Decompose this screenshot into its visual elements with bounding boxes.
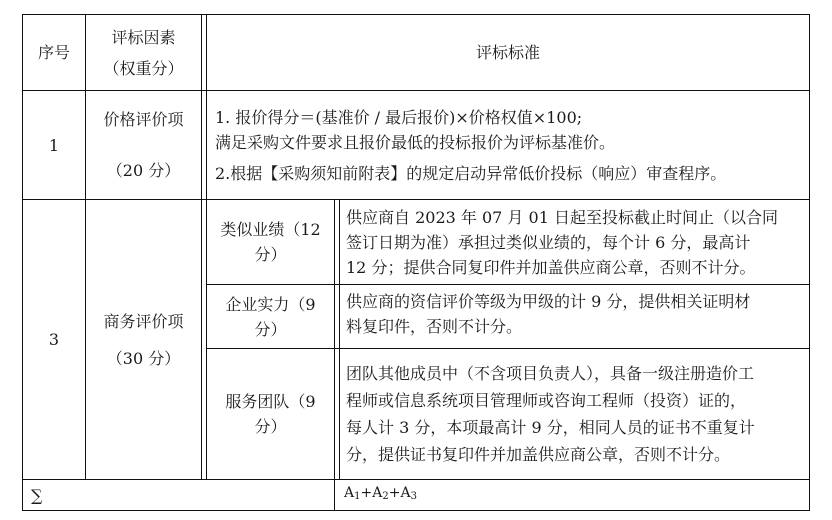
subitem-name-enterprise-strength [207, 285, 334, 348]
subitem-desc-similar-performance [340, 200, 809, 284]
subitem-desc-line: 供应商自 2023 年 07 月 01 日起至投标截止时间止（以合同 [346, 207, 778, 227]
subitem-desc-line: 料复印件，否则不计分。 [346, 317, 523, 336]
row1-standard-line: 1. 报价得分＝(基准价 / 最后报价)×价格权值×100; [215, 107, 583, 127]
sum-formula-cell [340, 480, 809, 510]
subitem-desc-line: 团队其他成员中（不含项目负责人），具备一级注册造价工 [346, 364, 755, 383]
header-standard-label: 评标标准 [475, 43, 540, 62]
subitem-name-similar-performance [207, 200, 334, 284]
subitem-name-line: 企业实力（9 [225, 294, 316, 314]
header-factor [86, 15, 201, 90]
subitem-name-line: 服务团队（9 [225, 392, 316, 411]
header-weight-label: （权重分） [103, 58, 184, 78]
table-border-bottom [22, 510, 810, 511]
col-divider [201, 14, 202, 200]
col-divider [201, 199, 202, 480]
subitem-desc-line: 签订日期为准）承担过类似业绩的，每个计 6 分，最高计 [346, 232, 751, 252]
subitem-desc-line: 12 分；提供合同复印件并加盖供应商公章，否则不计分。 [346, 257, 756, 277]
subitem-desc-service-team [340, 349, 809, 479]
row3-factor-name: 商务评价项 [103, 311, 184, 331]
row1-standard-line: 2.根据【采购须知前附表】的规定启动异常低价投标（响应）审查程序。 [215, 163, 727, 183]
subitem-name-line: 分） [254, 417, 287, 436]
subitem-desc-line: 每人计 3 分，本项最高计 9 分，相同人员的证书不重复计 [346, 418, 755, 437]
sum-symbol-cell [23, 480, 334, 510]
row1-index [23, 91, 85, 199]
subitem-desc-enterprise-strength [340, 285, 809, 348]
sum-formula: $A_1+A_2+A_3$ [344, 485, 417, 502]
subitem-name-line: 分） [254, 245, 287, 264]
header-index-label: 序号 [37, 43, 70, 62]
table-border-right [809, 14, 810, 511]
row1-standard [207, 91, 809, 199]
row3-factor [86, 200, 201, 479]
header-index [23, 15, 85, 90]
header-standard [207, 15, 809, 90]
row1-factor-weight: （20 分） [106, 161, 181, 180]
row1-factor-name: 价格评价项 [103, 110, 184, 129]
sum-symbol: ∑ [31, 485, 43, 505]
row3-index [23, 200, 85, 479]
subitem-name-line: 分） [254, 319, 287, 339]
col-divider [334, 199, 335, 480]
subitem-name-line: 类似业绩（12 [220, 220, 321, 239]
subitem-desc-line: 分，提供证书复印件并加盖供应商公章，否则不计分。 [346, 445, 731, 464]
subitem-name-service-team [207, 349, 334, 479]
subitem-desc-line: 程师或信息系统项目管理师或咨询工程师（投资）证的， [346, 391, 747, 410]
header-factor-label: 评标因素 [111, 27, 176, 47]
col-divider [334, 479, 335, 511]
row3-factor-weight: （30 分） [106, 348, 181, 368]
row3-index-value: 3 [48, 330, 60, 349]
row1-standard-line: 满足采购文件要求且报价最低的投标报价为评标基准价。 [215, 132, 616, 152]
row1-index-value: 1 [48, 135, 60, 155]
subitem-desc-line: 供应商的资信评价等级为甲级的计 9 分，提供相关证明材 [346, 292, 751, 311]
row1-factor [86, 91, 201, 199]
